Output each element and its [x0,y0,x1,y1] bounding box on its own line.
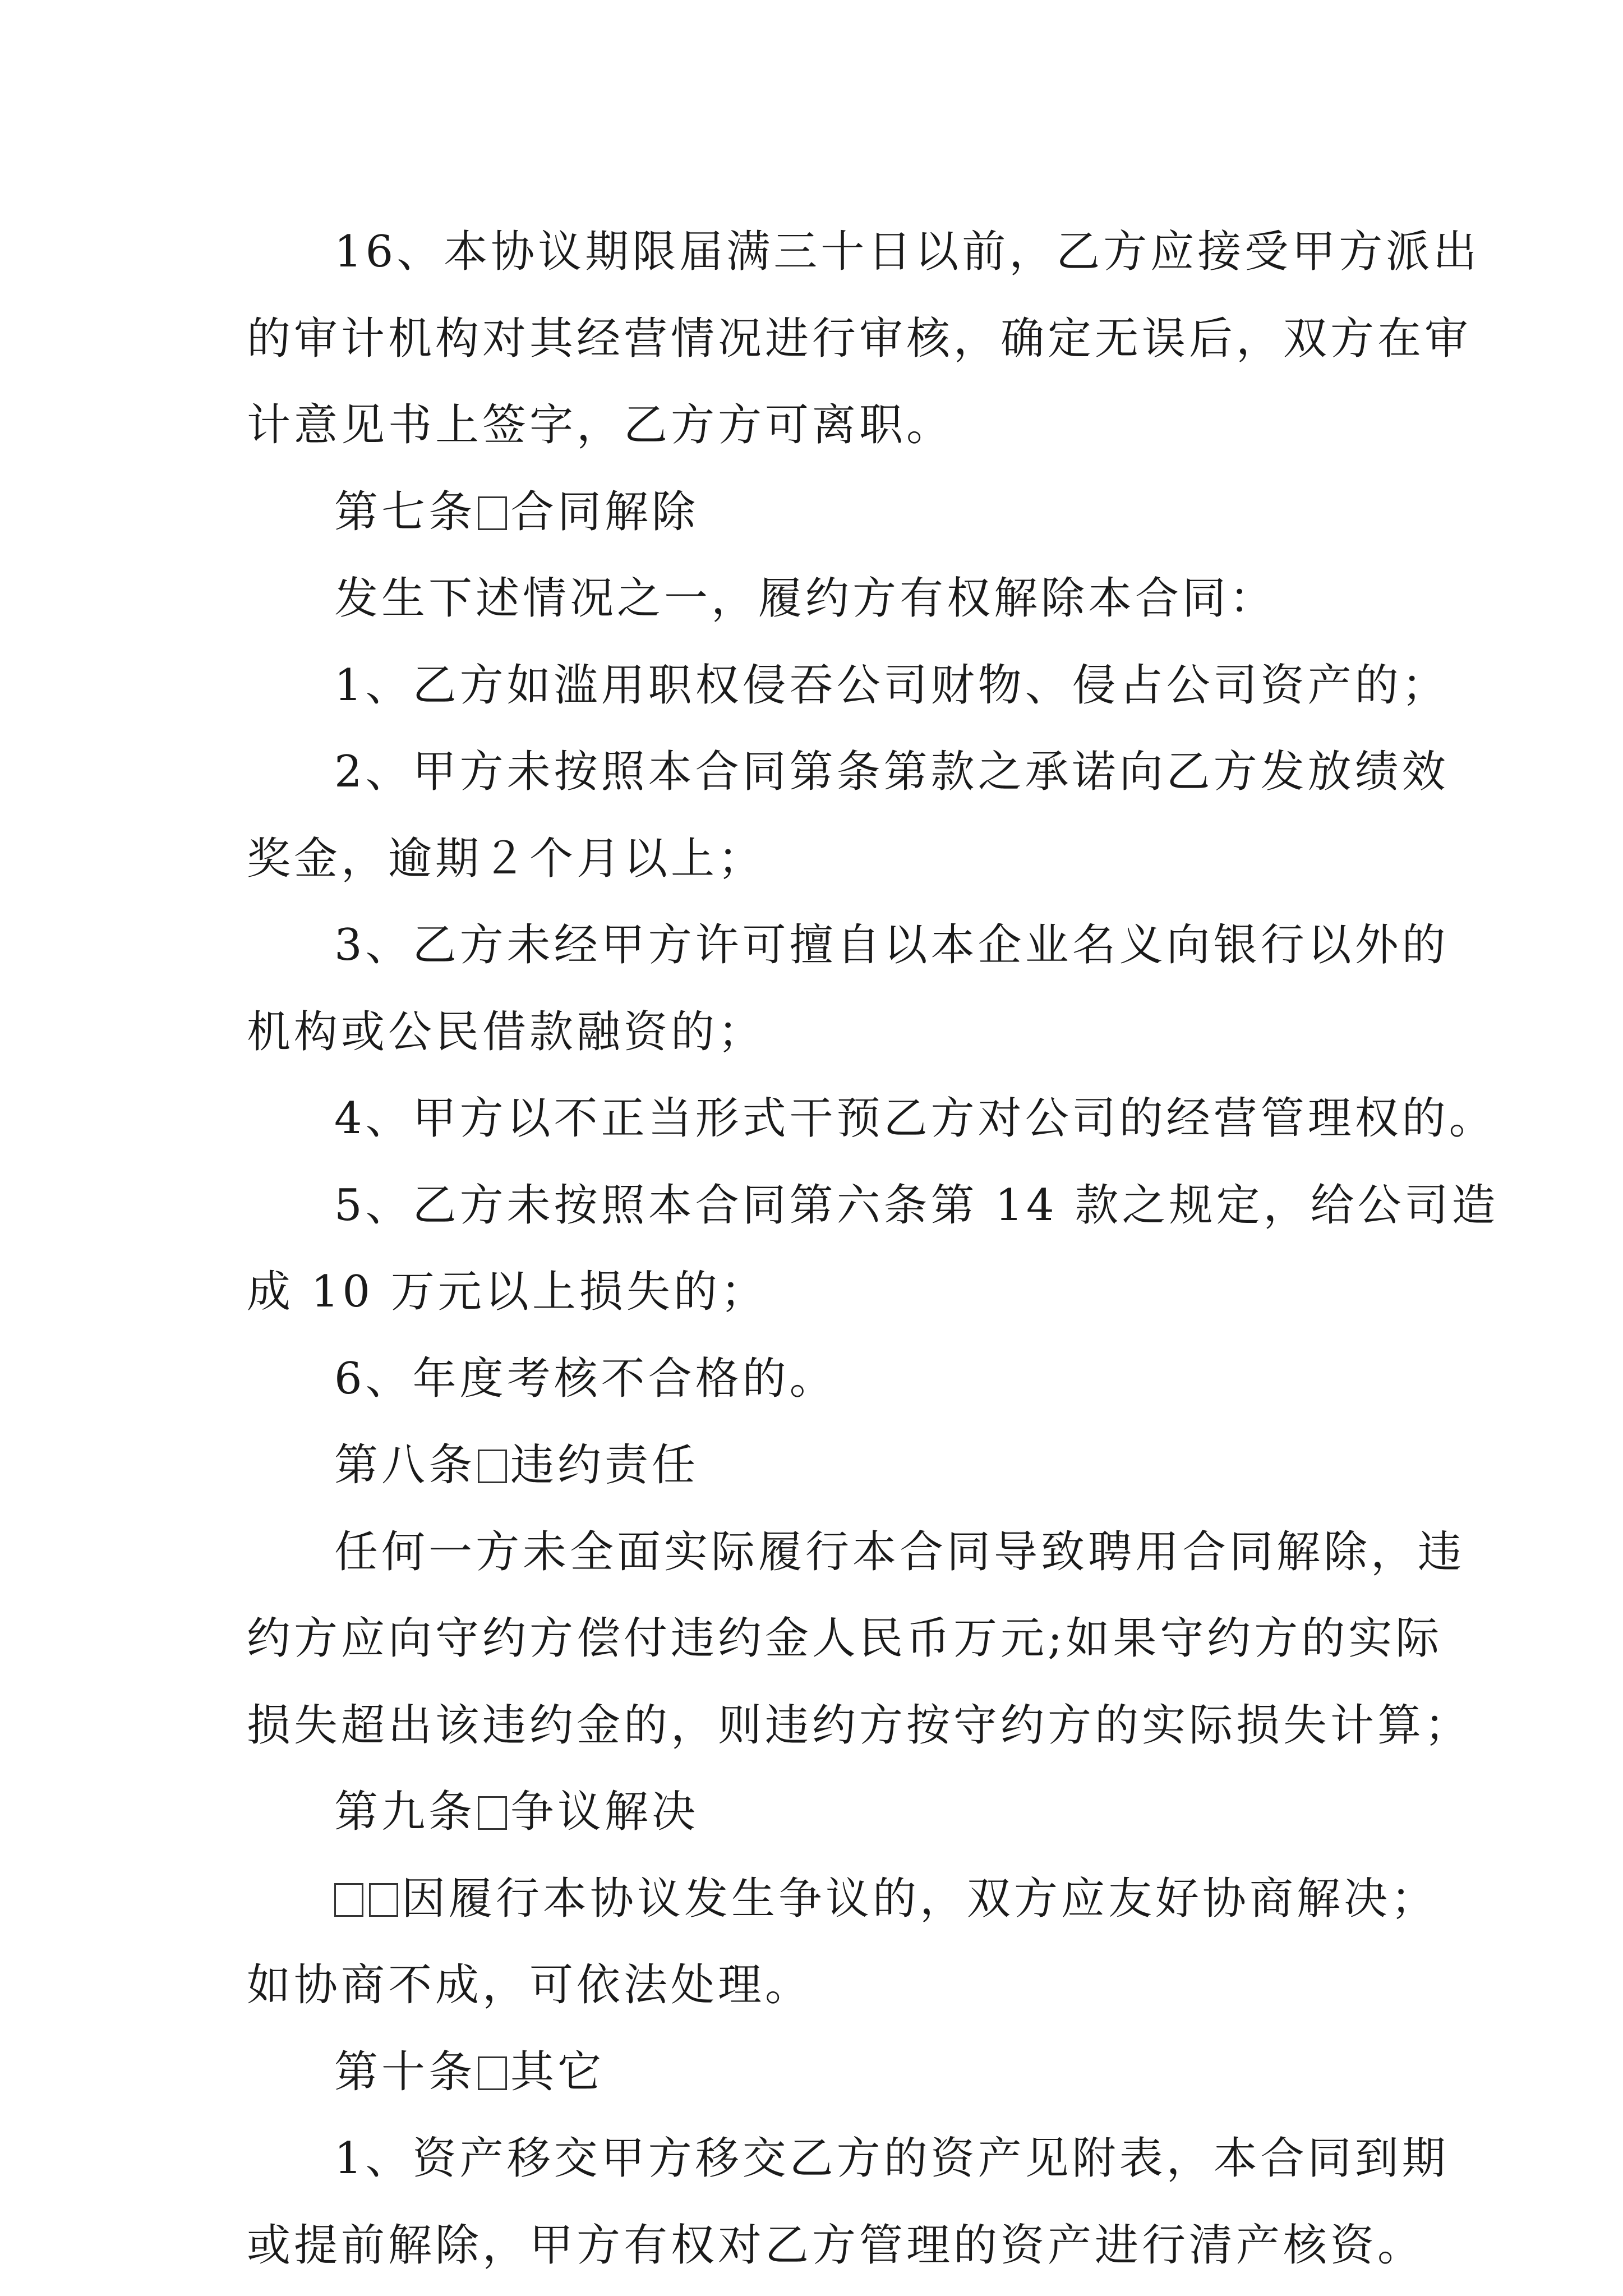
article-heading: 第九条 争议解决 [334,1787,699,1837]
placeholder-box [478,1450,507,1483]
list-item: 4、甲方以不正当形式干预乙方对公司的经营管理权的。 [334,1093,1496,1144]
list-item: 3、乙方未经甲方许可擅自以本企业名义向银行以外的 [334,920,1449,970]
paragraph-line: 任何一方未全面实际履行本合同导致聘用合同解除，违 [334,1526,1465,1577]
paragraph-line: 约方应向守约方偿付违约金人民币万元;如果守约方的实际 [247,1613,1443,1664]
paragraph-line: 如协商不成，可依法处理。 [247,1960,813,2010]
placeholder-box [369,1883,398,1917]
paragraph-line: 发生下述情况之一，履约方有权解除本合同： [334,573,1277,624]
list-item: 1、乙方如滥用职权侵吞公司财物、侵占公司资产的； [334,660,1449,711]
paragraph-line: 成 10 万元以上损失的； [247,1267,768,1317]
placeholder-box [478,2056,507,2090]
list-item: 5、乙方未按照本合同第六条第 14 款之规定，给公司造 [334,1180,1499,1231]
placeholder-box [478,1796,507,1830]
document-body [247,209,1499,2289]
placeholder-box [478,496,507,530]
list-item: 6、年度考核不合格的。 [334,1353,837,1404]
paragraph-line: 因履行本协议发生争议的，双方应友好协商解决； [247,1856,1385,1943]
paragraph-line: 损失超出该违约金的，则违约方按守约方的实际损失计算； [247,1700,1472,1751]
paragraph-line: 奖金，逾期２个月以上； [247,833,766,884]
list-item: 1、资产移交甲方移交乙方的资产见附表，本合同到期 [334,2133,1449,2184]
paragraph-line: 计意见书上签字，乙方方可离职。 [247,400,954,450]
paragraph-line: 的审计机构对其经营情况进行审核，确定无误后，双方在审 [247,313,1472,364]
article-heading: 第十条 其它 [334,2046,605,2097]
list-item: 2、甲方未按照本合同第条第款之承诺向乙方发放绩效 [334,747,1449,797]
article-heading: 第八条 违约责任 [334,1440,699,1490]
placeholder-box [334,1883,363,1917]
article-heading: 第七条 合同解除 [334,486,699,537]
paragraph-line: 或提前解除，甲方有权对乙方管理的资产进行清产核资。 [247,2220,1425,2271]
paragraph-line: 机构或公民借款融资的； [247,1006,766,1057]
paragraph-line: 16、本协议期限届满三十日以前，乙方应接受甲方派出 [334,227,1481,277]
